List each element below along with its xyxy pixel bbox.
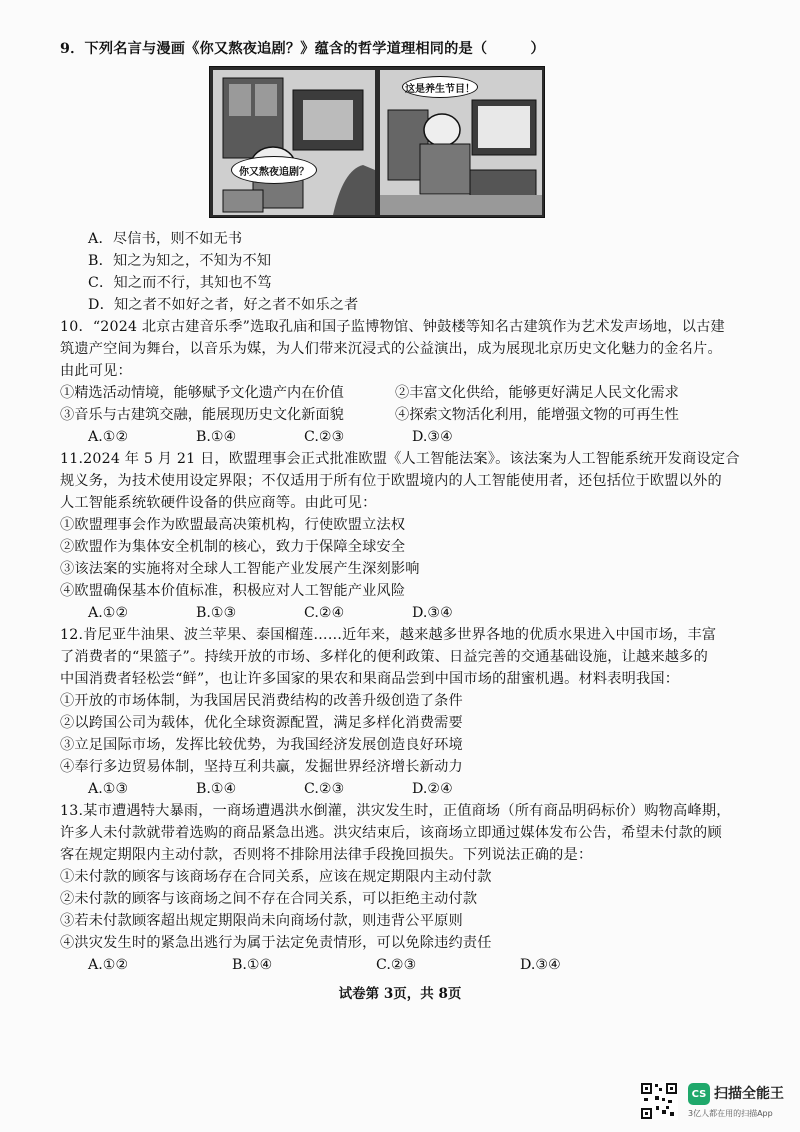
q12-option-a: A.①③ xyxy=(88,781,129,797)
q13-stem-line-2: 许多人未付款就带着选购的商品紧急出逃。洪灾结束后，该商场立即通过媒体发布公告，希望未付款的顾 xyxy=(60,825,722,841)
q12-item-3: ③立足国际市场，发挥比较优势，为我国经济发展创造良好环境 xyxy=(60,737,463,753)
q13-item-3: ③若未付款顾客超出规定期限尚未向商场付款，则违背公平原则 xyxy=(60,913,463,929)
q13-option-c: C.②③ xyxy=(376,957,417,973)
q13-item-2: ②未付款的顾客与该商场之间不存在合同关系，可以拒绝主动付款 xyxy=(60,891,478,907)
comic-drawing-left xyxy=(213,70,375,215)
q11-item-4: ④欧盟确保基本价值标准，积极应对人工智能产业风险 xyxy=(60,583,406,599)
q9-option-c: C．知之而不行，其知也不笃 xyxy=(88,275,272,291)
camscanner-tagline: 3亿人都在用的扫描App xyxy=(688,1109,773,1118)
q12-option-c: C.②③ xyxy=(304,781,345,797)
q10-item-1: ①精选活动情境，能够赋予文化遗产内在价值 xyxy=(60,385,344,401)
q13-item-4: ④洪灾发生时的紧急出逃行为属于法定免责情形，可以免除违约责任 xyxy=(60,935,492,951)
q13-stem-line-3: 客在规定期限内主动付款，否则将不排除用法律手段挽回损失。下列说法正确的是： xyxy=(60,847,593,863)
q12-stem-line-1: 12.肯尼亚牛油果、波兰苹果、泰国榴莲……近年来，越来越多世界各地的优质水果进入中国市场，丰富 xyxy=(60,627,717,643)
q12-item-4: ④奉行多边贸易体制，坚持互利共赢，发掘世界经济增长新动力 xyxy=(60,759,463,775)
q10-stem-line-1: 10．“2024 北京古建音乐季”选取孔庙和国子监博物馆、钟鼓楼等知名古建筑作为艺术发声场地，以古建 xyxy=(60,319,725,335)
q11-option-d: D.③④ xyxy=(412,605,453,621)
speech-bubble-left: 你又熬夜追剧？ xyxy=(231,156,317,184)
q12-item-1: ①开放的市场体制，为我国居民消费结构的改善升级创造了条件 xyxy=(60,693,463,709)
q13-option-b: B.①④ xyxy=(232,957,273,973)
q11-item-2: ②欧盟作为集体安全机制的核心，致力于保障全球安全 xyxy=(60,539,406,555)
qr-code-icon xyxy=(640,1082,678,1120)
q13-option-a: A.①② xyxy=(88,957,129,973)
camscanner-logo-icon: CS xyxy=(688,1083,710,1105)
q11-option-c: C.②④ xyxy=(304,605,345,621)
q11-stem-line-1: 11.2024 年 5 月 21 日，欧盟理事会正式批准欧盟《人工智能法案》。该法案为人工智能系统开发商设定合 xyxy=(60,451,740,467)
q11-option-a: A.①② xyxy=(88,605,129,621)
q9-option-b: B．知之为知之，不知为不知 xyxy=(88,253,272,269)
q13-item-1: ①未付款的顾客与该商场存在合同关系，应该在规定期限内主动付款 xyxy=(60,869,492,885)
q10-option-b: B.①④ xyxy=(196,429,237,445)
q12-option-b: B.①④ xyxy=(196,781,237,797)
q10-option-d: D.③④ xyxy=(412,429,453,445)
q10-item-4: ④探索文物活化利用，能增强文物的可再生性 xyxy=(395,407,679,423)
camscanner-name: 扫描全能王 xyxy=(714,1086,784,1102)
q11-item-1: ①欧盟理事会作为欧盟最高决策机构，行使欧盟立法权 xyxy=(60,517,406,533)
q9-option-a: A．尽信书，则不如无书 xyxy=(88,231,243,247)
q12-option-d: D.②④ xyxy=(412,781,453,797)
q13-option-d: D.③④ xyxy=(520,957,561,973)
q12-stem-line-2: 了消费者的“果篮子”。持续开放的市场、多样化的便利政策、日益完善的交通基础设施，让越来越多的 xyxy=(60,649,708,665)
q10-item-3: ③音乐与古建筑交融，能展现历史文化新面貌 xyxy=(60,407,344,423)
q10-stem-line-3: 由此可见： xyxy=(60,363,132,379)
q12-stem-line-3: 中国消费者轻松尝“鲜”，也让许多国家的果农和果商品尝到中国市场的甜蜜机遇。材料表明我国： xyxy=(60,671,680,687)
q9-stem: 9．下列名言与漫画《你又熬夜追剧？》蕴含的哲学道理相同的是（ ） xyxy=(60,41,545,57)
q10-item-2: ②丰富文化供给，能够更好满足人民文化需求 xyxy=(395,385,679,401)
q10-option-a: A.①② xyxy=(88,429,129,445)
q9-option-d: D．知之者不如好之者，好之者不如乐之者 xyxy=(88,297,359,313)
comic-panel-right xyxy=(380,70,542,215)
q11-item-3: ③该法案的实施将对全球人工智能产业发展产生深刻影响 xyxy=(60,561,420,577)
comic-image xyxy=(209,66,545,218)
q11-stem-line-3: 人工智能系统软硬件设备的供应商等。由此可见： xyxy=(60,495,377,511)
speech-bubble-right: 这是养生节目！ xyxy=(402,76,478,98)
q10-stem-line-2: 筑遗产空间为舞台，以音乐为媒，为人们带来沉浸式的公益演出，成为展现北京历史文化魅力的金名片。 xyxy=(60,341,722,357)
q13-stem-line-1: 13.某市遭遇特大暴雨，一商场遭遇洪水倒灌，洪灾发生时，正值商场（所有商品明码标价）购物高峰期， xyxy=(60,803,731,819)
comic-panel-left xyxy=(213,70,375,215)
q10-option-c: C.②③ xyxy=(304,429,345,445)
q12-item-2: ②以跨国公司为载体，优化全球资源配置，满足多样化消费需要 xyxy=(60,715,463,731)
page-footer: 试卷第 3页，共 8页 xyxy=(338,986,462,1002)
q11-stem-line-2: 规义务，为技术使用设定界限；不仅适用于所有位于欧盟境内的人工智能使用者，还包括位于欧盟以外的 xyxy=(60,473,722,489)
q11-option-b: B.①③ xyxy=(196,605,237,621)
